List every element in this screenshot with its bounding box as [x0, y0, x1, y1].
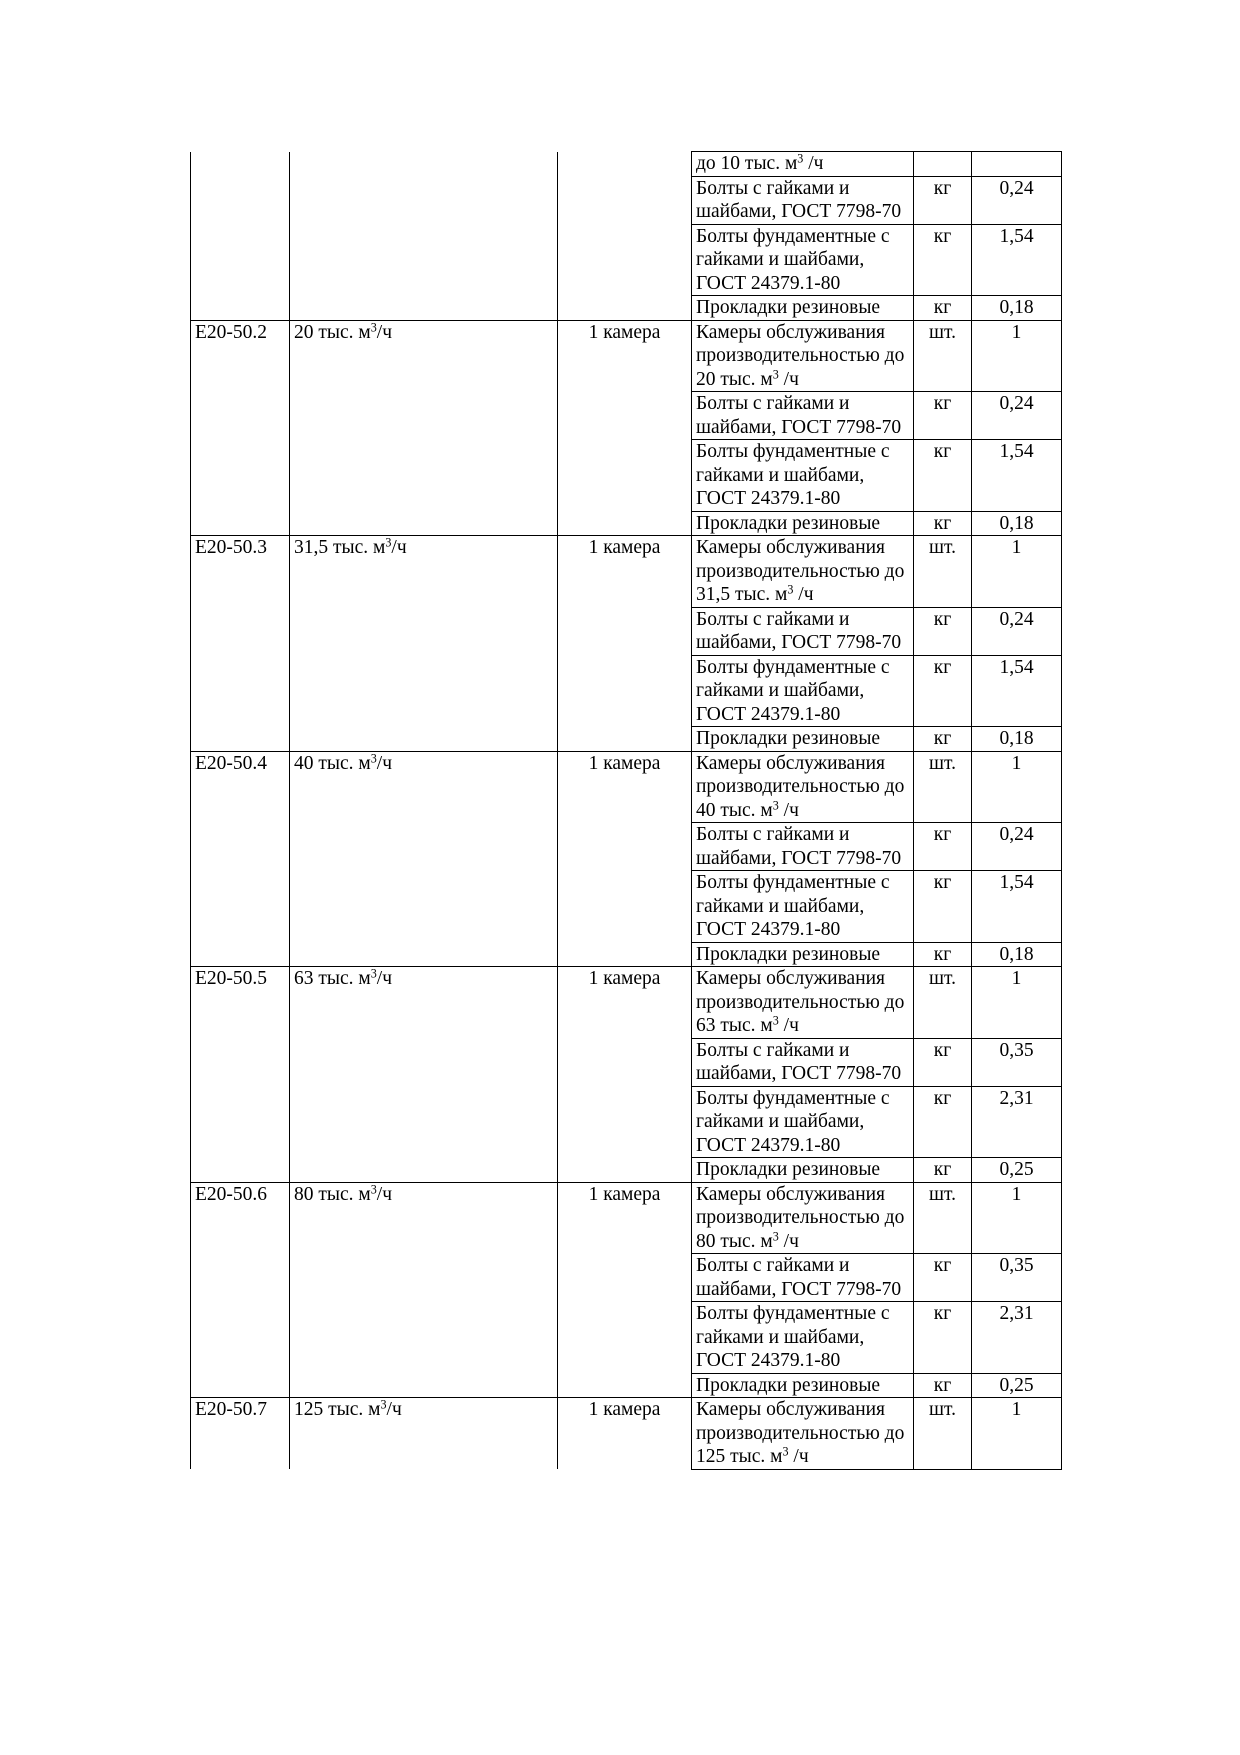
resource-unit-cell: шт.	[914, 1398, 972, 1470]
item-code-cell	[191, 942, 290, 967]
measure-unit-cell: 1 камера	[558, 320, 692, 392]
item-name-cell	[290, 511, 558, 536]
resource-qty-cell: 1	[972, 536, 1062, 608]
item-name-cell	[290, 224, 558, 296]
resource-qty-cell: 0,24	[972, 176, 1062, 224]
resource-qty-cell: 0,18	[972, 942, 1062, 967]
item-name-cell	[290, 176, 558, 224]
item-name-cell: 80 тыс. $м^3/ч$	[290, 1182, 558, 1254]
item-name-cell	[290, 1254, 558, 1302]
resource-unit-cell: кг	[914, 1302, 972, 1374]
resource-unit-cell: кг	[914, 1158, 972, 1183]
table-row	[191, 967, 1062, 1039]
item-code-cell	[191, 1254, 290, 1302]
resource-qty-cell: 1	[972, 967, 1062, 1039]
table-row	[191, 1038, 1062, 1086]
item-code-cell	[191, 1158, 290, 1183]
table-row	[191, 751, 1062, 823]
table-row	[191, 607, 1062, 655]
item-name-cell: 31,5 тыс. $м^3/ч$	[290, 536, 558, 608]
resource-name-cell: Болты фундаментные с гайками и шайбами, ГОСТ 24379.1-80	[692, 224, 914, 296]
resource-unit-cell: кг	[914, 1254, 972, 1302]
resource-name-cell: Прокладки резиновые	[692, 1373, 914, 1398]
item-code-cell: Е20-50.3	[191, 536, 290, 608]
resource-qty-cell: 1	[972, 1182, 1062, 1254]
resource-unit-cell: кг	[914, 1373, 972, 1398]
item-name-cell: 63 тыс. $м^3/ч$	[290, 967, 558, 1039]
measure-unit-cell	[558, 392, 692, 440]
table-row	[191, 224, 1062, 296]
resource-name-cell: Болты с гайками и шайбами, ГОСТ 7798-70	[692, 823, 914, 871]
table-row	[191, 1158, 1062, 1183]
resource-name-cell: Прокладки резиновые	[692, 1158, 914, 1183]
resource-name-cell: Болты фундаментные с гайками и шайбами, ГОСТ 24379.1-80	[692, 1086, 914, 1158]
resource-qty-cell: 1	[972, 751, 1062, 823]
item-code-cell	[191, 176, 290, 224]
item-code-cell	[191, 224, 290, 296]
resource-unit-cell: кг	[914, 942, 972, 967]
resource-name-cell: Болты фундаментные с гайками и шайбами, ГОСТ 24379.1-80	[692, 655, 914, 727]
resource-qty-cell: 0,18	[972, 727, 1062, 752]
item-code-cell: Е20-50.4	[191, 751, 290, 823]
item-code-cell	[191, 1302, 290, 1374]
table-row	[191, 392, 1062, 440]
resource-name-cell: Прокладки резиновые	[692, 511, 914, 536]
resource-qty-cell: 1,54	[972, 655, 1062, 727]
resource-qty-cell: 0,35	[972, 1254, 1062, 1302]
resource-unit-cell: кг	[914, 511, 972, 536]
item-name-cell	[290, 152, 558, 177]
measure-unit-cell	[558, 511, 692, 536]
table-row	[191, 1182, 1062, 1254]
resource-unit-cell: шт.	[914, 320, 972, 392]
table-row	[191, 942, 1062, 967]
measure-unit-cell	[558, 152, 692, 177]
resource-name-cell: Болты с гайками и шайбами, ГОСТ 7798-70	[692, 607, 914, 655]
resource-unit-cell: кг	[914, 392, 972, 440]
table-row	[191, 727, 1062, 752]
resource-name-cell: Камеры обслуживания производительностью до 20 тыс. $м^3$ /ч	[692, 320, 914, 392]
item-name-cell	[290, 871, 558, 943]
measure-unit-cell	[558, 727, 692, 752]
item-code-cell	[191, 152, 290, 177]
table-row	[191, 1302, 1062, 1374]
measure-unit-cell	[558, 224, 692, 296]
resource-qty-cell: 0,24	[972, 392, 1062, 440]
resource-qty-cell: 0,24	[972, 607, 1062, 655]
measure-unit-cell	[558, 176, 692, 224]
item-name-cell	[290, 942, 558, 967]
resource-qty-cell: 1,54	[972, 440, 1062, 512]
item-name-cell	[290, 1086, 558, 1158]
table-row	[191, 871, 1062, 943]
measure-unit-cell	[558, 1373, 692, 1398]
item-name-cell	[290, 296, 558, 321]
measure-unit-cell: 1 камера	[558, 751, 692, 823]
item-name-cell	[290, 607, 558, 655]
table-row	[191, 536, 1062, 608]
measure-unit-cell	[558, 655, 692, 727]
item-name-cell: 40 тыс. $м^3/ч$	[290, 751, 558, 823]
resource-qty-cell	[972, 152, 1062, 177]
resource-unit-cell: кг	[914, 224, 972, 296]
table-row	[191, 320, 1062, 392]
resource-name-cell: Камеры обслуживания производительностью до 40 тыс. $м^3$ /ч	[692, 751, 914, 823]
measure-unit-cell	[558, 1254, 692, 1302]
item-code-cell	[191, 655, 290, 727]
resource-qty-cell: 1	[972, 320, 1062, 392]
resource-qty-cell: 0,25	[972, 1373, 1062, 1398]
item-code-cell	[191, 1373, 290, 1398]
item-name-cell	[290, 440, 558, 512]
resource-qty-cell: 0,35	[972, 1038, 1062, 1086]
resource-name-cell: Болты с гайками и шайбами, ГОСТ 7798-70	[692, 1038, 914, 1086]
item-name-cell	[290, 1158, 558, 1183]
resource-unit-cell: шт.	[914, 751, 972, 823]
resource-name-cell: Прокладки резиновые	[692, 727, 914, 752]
item-code-cell	[191, 1038, 290, 1086]
resource-name-cell: до 10 тыс. $м^3$ /ч	[692, 152, 914, 177]
item-code-cell	[191, 392, 290, 440]
item-name-cell	[290, 823, 558, 871]
item-code-cell: Е20-50.2	[191, 320, 290, 392]
item-name-cell	[290, 1373, 558, 1398]
table-row	[191, 1398, 1062, 1470]
item-code-cell	[191, 823, 290, 871]
resource-unit-cell: кг	[914, 823, 972, 871]
table-row	[191, 823, 1062, 871]
measure-unit-cell	[558, 1158, 692, 1183]
resource-unit-cell: шт.	[914, 1182, 972, 1254]
norms-table	[190, 151, 1062, 1470]
resource-qty-cell: 0,18	[972, 296, 1062, 321]
measure-unit-cell	[558, 942, 692, 967]
resource-unit-cell: кг	[914, 607, 972, 655]
resource-name-cell: Прокладки резиновые	[692, 296, 914, 321]
resource-unit-cell: кг	[914, 871, 972, 943]
resource-unit-cell	[914, 152, 972, 177]
resource-unit-cell: кг	[914, 176, 972, 224]
measure-unit-cell	[558, 607, 692, 655]
resource-name-cell: Болты с гайками и шайбами, ГОСТ 7798-70	[692, 176, 914, 224]
item-name-cell	[290, 727, 558, 752]
resource-name-cell: Камеры обслуживания производительностью до 80 тыс. $м^3$ /ч	[692, 1182, 914, 1254]
resource-unit-cell: шт.	[914, 536, 972, 608]
resource-qty-cell: 0,18	[972, 511, 1062, 536]
resource-name-cell: Болты фундаментные с гайками и шайбами, ГОСТ 24379.1-80	[692, 871, 914, 943]
table-row	[191, 176, 1062, 224]
resource-unit-cell: кг	[914, 727, 972, 752]
resource-qty-cell: 2,31	[972, 1086, 1062, 1158]
table-row	[191, 152, 1062, 177]
measure-unit-cell	[558, 1302, 692, 1374]
resource-name-cell: Камеры обслуживания производительностью до 63 тыс. $м^3$ /ч	[692, 967, 914, 1039]
resource-unit-cell: кг	[914, 1038, 972, 1086]
item-code-cell: Е20-50.7	[191, 1398, 290, 1470]
measure-unit-cell: 1 камера	[558, 1182, 692, 1254]
item-code-cell	[191, 871, 290, 943]
resource-qty-cell: 1,54	[972, 871, 1062, 943]
table-row	[191, 440, 1062, 512]
resource-unit-cell: кг	[914, 296, 972, 321]
resource-qty-cell: 1	[972, 1398, 1062, 1470]
item-code-cell	[191, 1086, 290, 1158]
item-code-cell: Е20-50.6	[191, 1182, 290, 1254]
resource-qty-cell: 0,24	[972, 823, 1062, 871]
measure-unit-cell	[558, 1038, 692, 1086]
resource-name-cell: Болты с гайками и шайбами, ГОСТ 7798-70	[692, 392, 914, 440]
table-row	[191, 1254, 1062, 1302]
table-row	[191, 1373, 1062, 1398]
resource-unit-cell: кг	[914, 440, 972, 512]
resource-name-cell: Болты фундаментные с гайками и шайбами, ГОСТ 24379.1-80	[692, 1302, 914, 1374]
item-name-cell	[290, 1038, 558, 1086]
resource-name-cell: Болты с гайками и шайбами, ГОСТ 7798-70	[692, 1254, 914, 1302]
item-code-cell	[191, 607, 290, 655]
resource-qty-cell: 1,54	[972, 224, 1062, 296]
item-name-cell: 20 тыс. $м^3/ч$	[290, 320, 558, 392]
resource-name-cell: Камеры обслуживания производительностью до 125 тыс. $м^3$ /ч	[692, 1398, 914, 1470]
table-row	[191, 511, 1062, 536]
measure-unit-cell	[558, 440, 692, 512]
item-name-cell	[290, 1302, 558, 1374]
norms-table-body	[191, 152, 1062, 1470]
resource-unit-cell: шт.	[914, 967, 972, 1039]
measure-unit-cell	[558, 823, 692, 871]
item-code-cell	[191, 440, 290, 512]
measure-unit-cell	[558, 296, 692, 321]
item-code-cell: Е20-50.5	[191, 967, 290, 1039]
resource-unit-cell: кг	[914, 655, 972, 727]
item-name-cell: 125 тыс. $м^3/ч$	[290, 1398, 558, 1470]
measure-unit-cell	[558, 871, 692, 943]
item-name-cell	[290, 392, 558, 440]
table-row	[191, 296, 1062, 321]
resource-name-cell: Болты фундаментные с гайками и шайбами, ГОСТ 24379.1-80	[692, 440, 914, 512]
resource-name-cell: Прокладки резиновые	[692, 942, 914, 967]
measure-unit-cell: 1 камера	[558, 536, 692, 608]
item-code-cell	[191, 511, 290, 536]
resource-qty-cell: 2,31	[972, 1302, 1062, 1374]
resource-name-cell: Камеры обслуживания производительностью до 31,5 тыс. $м^3$ /ч	[692, 536, 914, 608]
measure-unit-cell: 1 камера	[558, 1398, 692, 1470]
item-code-cell	[191, 727, 290, 752]
table-row	[191, 655, 1062, 727]
resource-qty-cell: 0,25	[972, 1158, 1062, 1183]
measure-unit-cell	[558, 1086, 692, 1158]
measure-unit-cell: 1 камера	[558, 967, 692, 1039]
item-name-cell	[290, 655, 558, 727]
resource-unit-cell: кг	[914, 1086, 972, 1158]
item-code-cell	[191, 296, 290, 321]
table-row	[191, 1086, 1062, 1158]
